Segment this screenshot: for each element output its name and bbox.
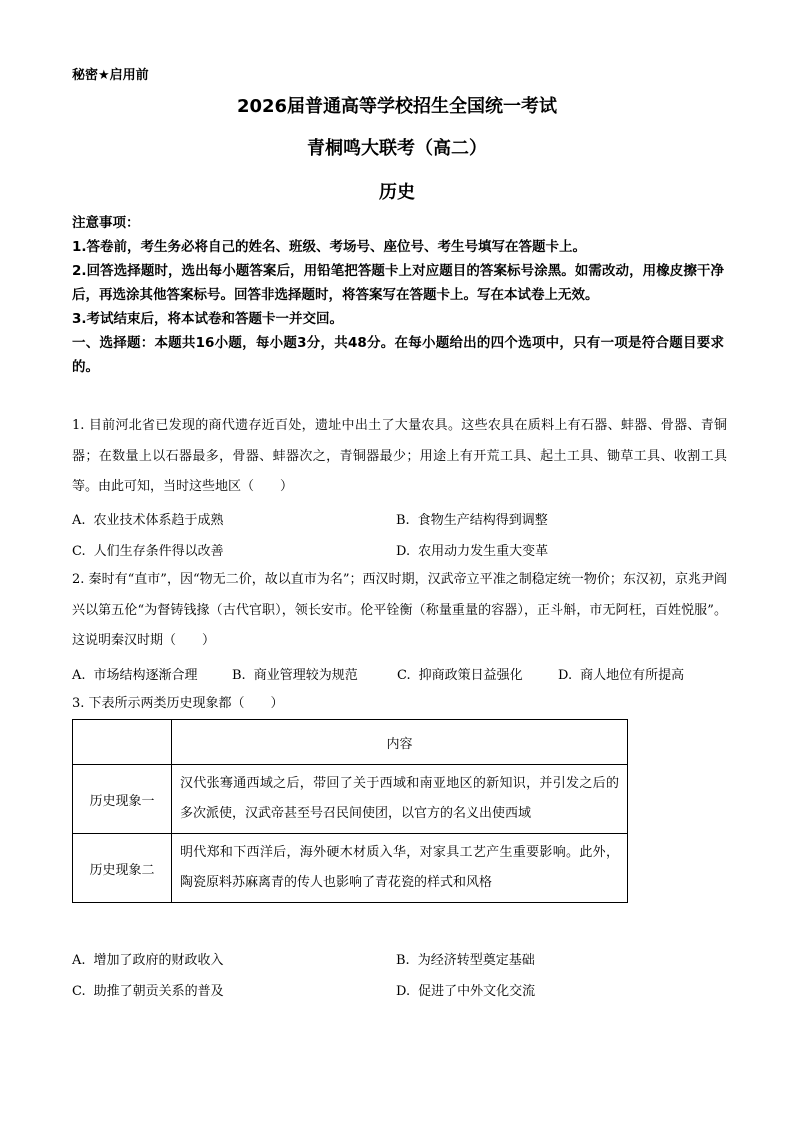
history-table [72, 719, 628, 903]
table-header-content: 内容 [172, 720, 628, 765]
section-heading: 一、选择题：本题共16小题，每小题3分，共48分。在每小题给出的四个选项中，只有一项是符合题目要求的。 [72, 335, 724, 375]
option-1c[interactable]: C. 人们生存条件得以改善 [72, 544, 224, 559]
notice-section [72, 211, 724, 379]
subject-title: 历史 [379, 182, 415, 203]
option-3b[interactable]: B. 为经济转型奠定基础 [396, 953, 535, 968]
option-2b[interactable]: B. 商业管理较为规范 [232, 668, 358, 683]
secret-label: 秘密★启用前 [72, 68, 149, 83]
question-2 [72, 565, 727, 657]
question-3 [72, 689, 727, 720]
table-row-name: 历史现象二 [73, 834, 172, 903]
table-row [73, 765, 628, 834]
table-row-content: 明代郑和下西洋后，海外硬木材质入华，对家具工艺产生重要影响。此外，陶瓷原料苏麻离青的传人也影响了青花瓷的样式和风格 [172, 834, 628, 903]
option-2d[interactable]: D. 商人地位有所提高 [558, 668, 685, 683]
option-2c[interactable]: C. 抑商政策日益强化 [397, 668, 523, 683]
option-3d[interactable]: D. 促进了中外文化交流 [396, 984, 536, 999]
table-row-name: 历史现象一 [73, 765, 172, 834]
table-header-empty [73, 720, 172, 765]
notice-item-2: 2.回答选择题时，选出每小题答案后，用铅笔把答题卡上对应题目的答案标号涂黑。如需改动，用橡皮擦干净后，再选涂其他答案标号。回答非选择题时，将答案写在答题卡上。写在本试卷上无效。 [72, 263, 724, 303]
exam-subtitle: 青桐鸣大联考（高二） [307, 138, 487, 159]
notice-item-3: 3.考试结束后，将本试卷和答题卡一并交回。 [72, 311, 344, 327]
table-row [73, 834, 628, 903]
option-2a[interactable]: A. 市场结构逐渐合理 [72, 668, 198, 683]
notice-heading: 注意事项： [72, 215, 140, 231]
question-1 [72, 411, 727, 503]
question-3-stem: 3. 下表所示两类历史现象都（ ） [72, 696, 284, 711]
exam-title: 2026届普通高等学校招生全国统一考试 [236, 96, 558, 117]
question-1-stem: 1. 目前河北省已发现的商代遗存近百处，遗址中出土了大量农具。这些农具在质料上有石器、蚌器、骨器、青铜器；在数量上以石器最多，骨器、蚌器次之，青铜器最少；用途上有开荒工具、起土工具、锄草工具、收割工具等。由此可知，当时这些地区（ ） [72, 418, 727, 494]
option-3a[interactable]: A. 增加了政府的财政收入 [72, 953, 224, 968]
option-1a[interactable]: A. 农业技术体系趋于成熟 [72, 513, 224, 528]
option-1d[interactable]: D. 农用动力发生重大变革 [396, 544, 549, 559]
notice-item-1: 1.答卷前，考生务必将自己的姓名、班级、考场号、座位号、考生号填写在答题卡上。 [72, 239, 587, 255]
table-header-row [73, 720, 628, 765]
question-2-stem: 2. 秦时有“直市”，因“物无二价，故以直市为名”；西汉时期，汉武帝立平准之制稳定统一物价；东汉初，京兆尹阎兴以第五伦“为督铸钱掾（古代官职），领长安市。伦平铨衡（称量重量的容器），正斗斛，市无阿枉，百姓悦服”。这说明秦汉时期（ ） [72, 572, 727, 648]
table-row-content: 汉代张骞通西域之后，带回了关于西域和南亚地区的新知识，并引发之后的多次派使，汉武帝甚至号召民间使团，以官方的名义出使西域 [172, 765, 628, 834]
option-1b[interactable]: B. 食物生产结构得到调整 [396, 513, 548, 528]
option-3c[interactable]: C. 助推了朝贡关系的普及 [72, 984, 224, 999]
